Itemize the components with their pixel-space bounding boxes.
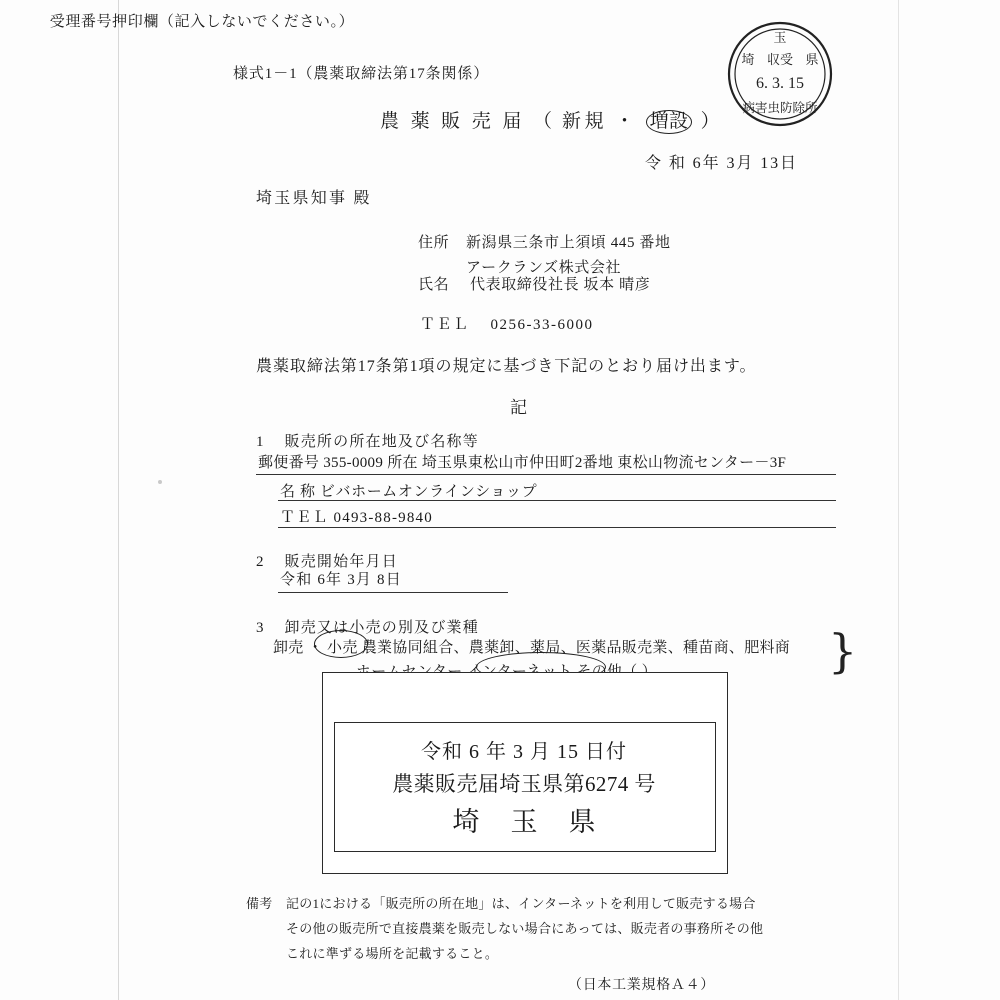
section-1-heading — [256, 430, 479, 451]
receipt-stamp-prefecture: 埼 玉 県 — [452, 807, 608, 837]
form-number: 様式1－1（農薬取締法第17条関係） — [233, 66, 490, 82]
section-2-line-1: 令和 6年 3月 8日 — [280, 572, 402, 588]
svg-text:6. 3. 15: 6. 3. 15 — [756, 75, 804, 92]
page-title — [380, 106, 721, 134]
receipt-stamp-title: 受理番号押印欄（記入しないでください。） — [49, 14, 355, 30]
svg-text:玉: 玉 — [773, 30, 787, 45]
svg-text:県: 県 — [805, 52, 819, 67]
section-1-line-1: 郵便番号 355-0009 所在 埼玉県東松山市仲田町2番地 東松山物流センター－3F — [258, 455, 787, 471]
section-3-option-kouri: 小売 — [327, 640, 358, 656]
name-value: 代表取締役社長 坂本 晴彦 — [470, 277, 651, 293]
section-1-underline-2 — [278, 500, 836, 501]
svg-text:病害虫防除所: 病害虫防除所 — [742, 101, 818, 115]
title-paren-close: ） — [700, 111, 722, 132]
scan-artifact — [158, 480, 162, 484]
applicant-tel — [420, 313, 594, 334]
address-label: 住所 — [418, 235, 450, 251]
scan-edge-left — [118, 0, 119, 1000]
section-2-underline-1 — [278, 592, 508, 593]
title-option-new: 新規 — [562, 111, 607, 132]
svg-text:埼: 埼 — [741, 52, 755, 67]
ki-marker: 記 — [510, 398, 528, 417]
title-separator: ・ — [615, 111, 638, 132]
scan-edge-right — [898, 0, 899, 1000]
section-3-line-1-prefix: 卸売 ・ — [273, 640, 323, 656]
title-option-add-circled: 増設 — [646, 110, 693, 134]
addressee: 埼玉県知事 殿 — [256, 190, 372, 207]
address-line-2: アークランズ株式会社 — [466, 260, 622, 276]
section-1-line-2: 名 称 ビバホームオンラインショップ — [280, 484, 538, 500]
section-3-number: 3 — [256, 620, 265, 636]
section-1-underline-1 — [256, 474, 836, 475]
brace-bracket: } — [828, 624, 858, 678]
notes-line-3: これに準ずる場所を記載すること。 — [286, 946, 499, 961]
section-3-title: 卸売又は小売の別及び業種 — [284, 620, 479, 636]
jis-standard-note: （日本工業規格Ａ４） — [568, 978, 715, 993]
notes-line-2: その他の販売所で直接農薬を販売しない場合にあっては、販売者の事務所その他 — [286, 921, 764, 936]
section-1-line-3: ＴＥＬ 0493-88-9840 — [280, 510, 433, 526]
applicant-tel-label: ＴＥＬ — [420, 317, 470, 333]
receipt-stamp-number: 農薬販売届埼玉県第6274 号 — [392, 772, 656, 796]
section-1-title: 販売所の所在地及び名称等 — [284, 434, 479, 450]
section-1-underline-3 — [278, 527, 836, 528]
section-3-heading — [256, 616, 479, 637]
receipt-stamp-date: 令和 6 年 3 月 15 日付 — [421, 741, 627, 763]
submission-date: 令 和 6年 3月 13日 — [645, 155, 798, 172]
notes-label: 備考 — [246, 896, 273, 911]
section-2-number: 2 — [256, 554, 265, 570]
section-2-title: 販売開始年月日 — [284, 554, 398, 570]
address-line-1: 新潟県三条市上須頃 445 番地 — [466, 235, 671, 251]
name-label: 氏名 — [418, 277, 450, 293]
notes-line-1: 記の1における「販売所の所在地」は、インターネットを利用して販売する場合 — [286, 896, 756, 911]
title-paren-open: （ — [532, 111, 554, 132]
section-1-number: 1 — [256, 434, 265, 450]
circle-mark-kouri — [314, 630, 368, 658]
section-3-line-1-rest: 農業協同組合、農薬卸、薬局、医薬品販売業、種苗商、肥料商 — [361, 640, 791, 656]
official-seal-icon — [726, 20, 834, 128]
svg-text:収受: 収受 — [766, 52, 794, 67]
legal-statement: 農薬取締法第17条第1項の規定に基づき下記のとおり届け出ます。 — [256, 358, 757, 375]
applicant-tel-value: 0256-33-6000 — [490, 317, 594, 333]
doc-title-text: 農 薬 販 売 届 — [380, 111, 525, 132]
